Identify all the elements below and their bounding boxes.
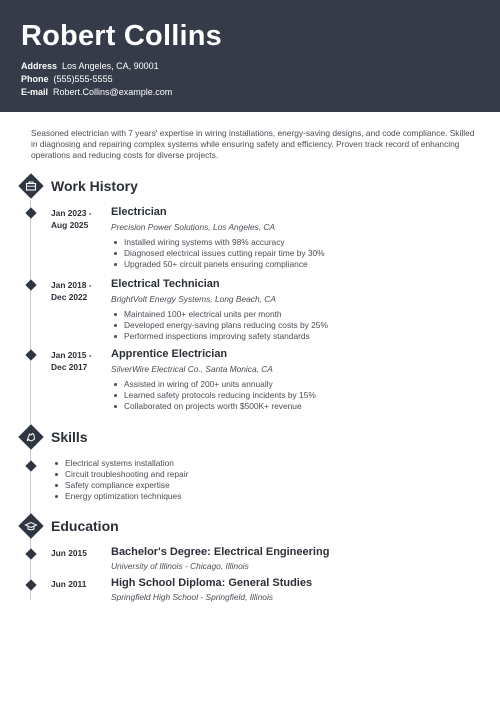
job-company: SilverWire Electrical Co., Santa Monica, CA: [111, 364, 273, 374]
timeline-marker: [25, 579, 36, 590]
job-title: Electrical Technician: [111, 278, 220, 290]
contact-address: [21, 61, 159, 71]
list-item: Safety compliance expertise: [55, 480, 188, 491]
job-title: Apprentice Electrician: [111, 348, 228, 360]
job-date: Jan 2018 - Dec 2022: [51, 280, 92, 302]
list-item: Diagnosed electrical issues cutting repair time by 30%: [114, 248, 325, 259]
education-date: Jun 2011: [51, 579, 87, 589]
list-item: Energy optimization techniques: [55, 491, 188, 502]
education-date: Jun 2015: [51, 548, 87, 558]
job-bullets: [114, 309, 328, 342]
job-bullets: [114, 237, 325, 270]
professional-summary: Seasoned electrician with 7 years' expertise in wiring installations, energy-saving designs, and code compliance. Skilled in diagnosing and repairing complex systems while ensuring safety and efficiency. Proven track record of enhancing operations and reducing costs for diverse projects.: [31, 128, 475, 160]
job-bullets: [114, 379, 316, 412]
hand-icon: [19, 425, 43, 449]
timeline-marker: [25, 279, 36, 290]
timeline-marker: [25, 349, 36, 360]
section-title-work-history: Work History: [51, 178, 138, 194]
phone-value: (555)555-5555: [53, 74, 113, 84]
list-item: Electrical systems installation: [55, 458, 188, 469]
timeline-line: [30, 200, 31, 600]
briefcase-icon: [19, 174, 43, 198]
education-school: University of Illinois - Chicago, Illinois: [111, 561, 249, 571]
skills-list: [55, 458, 188, 502]
contact-phone: [21, 74, 113, 84]
list-item: Developed energy-saving plans reducing costs by 25%: [114, 320, 328, 331]
section-title-education: Education: [51, 518, 119, 534]
list-item: Learned safety protocols reducing incidents by 15%: [114, 390, 316, 401]
graduation-cap-icon: [19, 514, 43, 538]
list-item: Assisted in wiring of 200+ units annually: [114, 379, 316, 390]
job-date: Jan 2023 - Aug 2025: [51, 208, 92, 230]
job-company: BrightVolt Energy Systems, Long Beach, CA: [111, 294, 276, 304]
education-degree: High School Diploma: General Studies: [111, 577, 313, 589]
job-company: Precision Power Solutions, Los Angeles, CA: [111, 222, 276, 232]
list-item: Upgraded 50+ circuit panels ensuring compliance: [114, 259, 325, 270]
timeline-marker: [25, 207, 36, 218]
address-value: Los Angeles, CA, 90001: [62, 61, 159, 71]
list-item: Maintained 100+ electrical units per month: [114, 309, 328, 320]
list-item: Installed wiring systems with 98% accuracy: [114, 237, 325, 248]
phone-label: Phone: [21, 74, 49, 84]
education-degree: Bachelor's Degree: Electrical Engineering: [111, 546, 330, 558]
email-label: E-mail: [21, 87, 49, 97]
list-item: Performed inspections improving safety standards: [114, 331, 328, 342]
email-value: Robert.Collins@example.com: [53, 87, 173, 97]
job-date: Jan 2015 - Dec 2017: [51, 350, 92, 372]
section-title-skills: Skills: [51, 429, 88, 445]
contact-email: [21, 87, 172, 97]
education-school: Springfield High School - Springfield, Illinois: [111, 592, 273, 602]
timeline-marker: [25, 548, 36, 559]
candidate-name: Robert Collins: [21, 20, 222, 52]
list-item: Collaborated on projects worth $500K+ revenue: [114, 401, 316, 412]
list-item: Circuit troubleshooting and repair: [55, 469, 188, 480]
resume-header: [0, 0, 500, 112]
job-title: Electrician: [111, 206, 167, 218]
address-label: Address: [21, 61, 58, 71]
timeline-marker: [25, 460, 36, 471]
